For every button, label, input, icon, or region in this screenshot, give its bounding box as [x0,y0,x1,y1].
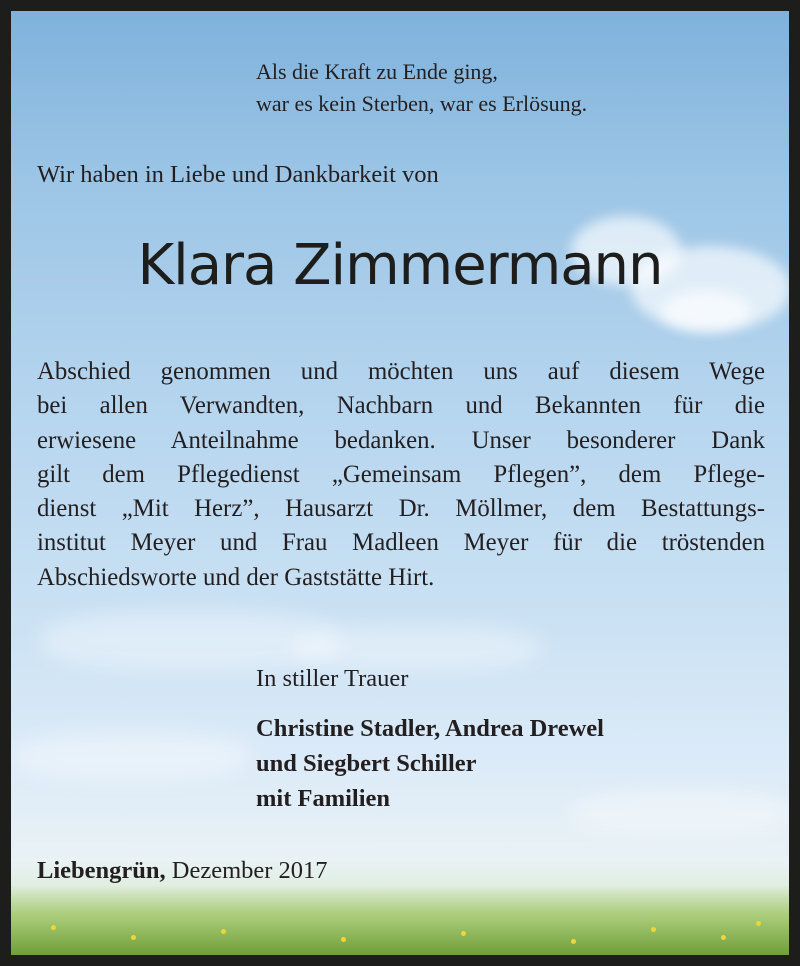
paragraph-line: Abschiedsworte und der Gaststätte Hirt. [37,563,435,591]
paragraph-line: dienst „Mit Herz”, Hausarzt Dr. Möllmer, dem Bestattungs- [37,495,765,523]
mourning-line: In stiller Trauer [256,665,409,692]
deceased-name: Klara Zimmermann [137,233,663,298]
motto-line: Als die Kraft zu Ende ging, [256,59,498,84]
place-name: Liebengrün, [37,857,166,884]
paragraph-line: erwiesene Anteilnahme bedanken. Unser besonderer Dank [37,426,765,454]
place-date-line [37,857,328,885]
thanks-paragraph [37,355,765,595]
signer-line: mit Familien [256,785,391,812]
signer-line: Christine Stadler, Andrea Drewel [256,715,604,742]
haze-decoration [571,791,791,836]
signers-block [256,711,604,816]
signer-line: und Siegbert Schiller [256,750,477,777]
motto-line: war es kein Sterben, war es Erlösung. [256,91,588,116]
paragraph-line: bei allen Verwandten, Nachbarn und Bekannten für die [37,392,765,420]
paragraph-line: gilt dem Pflegedienst „Gemeinsam Pflegen”, dem Pflege- [37,460,765,488]
haze-decoration [11,731,251,781]
paragraph-line: Abschied genommen und möchten uns auf diesem Wege [37,358,765,385]
paragraph-line: institut Meyer und Frau Madleen Meyer für die tröstenden [37,529,765,557]
meadow-decoration [11,885,789,955]
date: Dezember 2017 [171,857,328,884]
intro-line: Wir haben in Liebe und Dankbarkeit von [37,161,439,188]
motto-verse [256,56,587,120]
